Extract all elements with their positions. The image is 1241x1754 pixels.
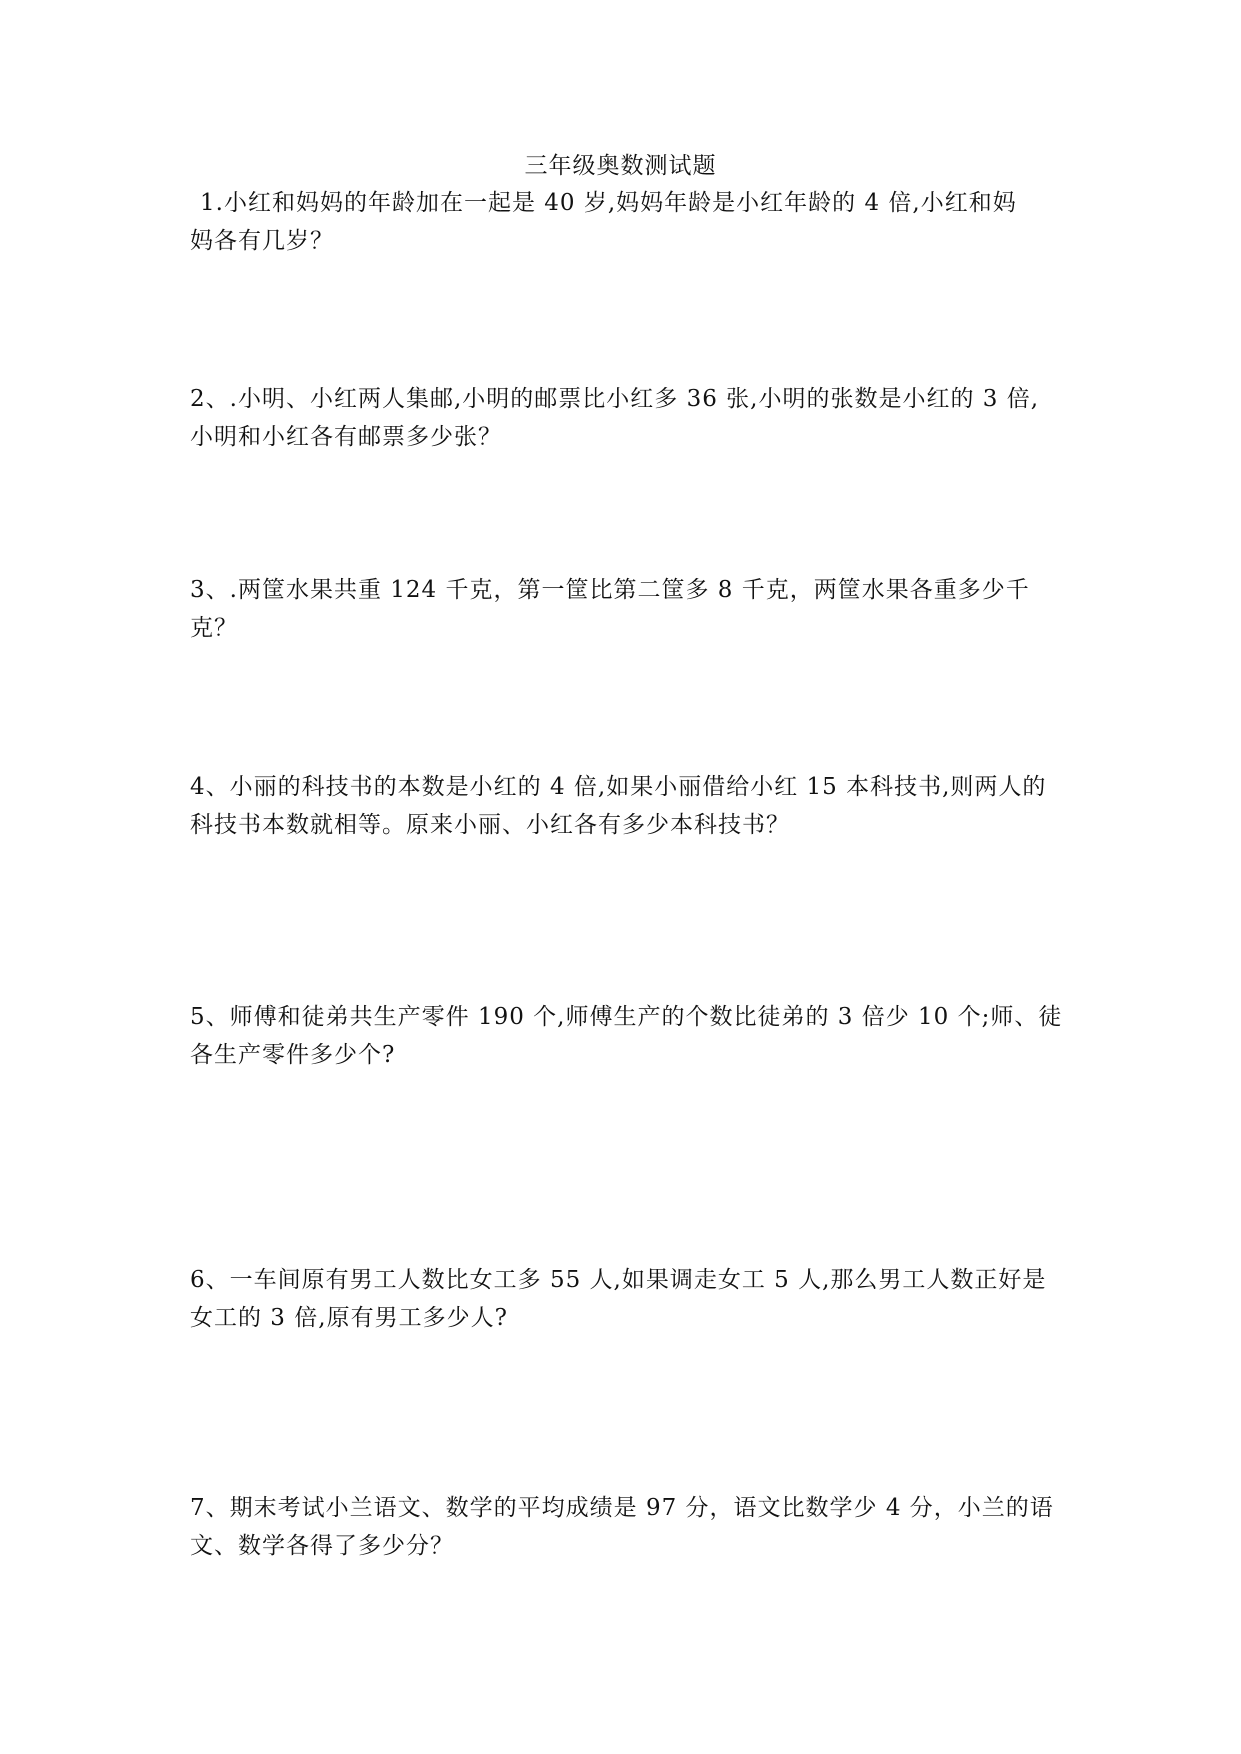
question-7 (190, 1489, 1070, 1565)
question-4-line-2: 科技书本数就相等。原来小丽、小红各有多少本科技书？ (190, 812, 790, 838)
question-5-line-1: 5、师傅和徒弟共生产零件 190 个,师傅生产的个数比徒弟的 3 倍少 10 个;师、徒 (190, 1004, 1063, 1030)
question-7-line-1: 7、期末考试小兰语文、数学的平均成绩是 97 分，语文比数学少 4 分，小兰的语 (190, 1495, 1054, 1521)
question-5 (190, 998, 1070, 1074)
question-4-line-1: 4、小丽的科技书的本数是小红的 4 倍,如果小丽借给小红 15 本科技书,则两人的 (190, 774, 1047, 800)
question-6 (190, 1261, 1070, 1337)
question-1 (190, 184, 1070, 260)
question-2 (190, 380, 1070, 456)
question-4 (190, 768, 1070, 844)
question-3 (190, 571, 1070, 647)
page-title: 三年级奥数测试题 (524, 153, 717, 179)
question-6-line-1: 6、一车间原有男工人数比女工多 55 人,如果调走女工 5 人,那么男工人数正好是 (190, 1267, 1047, 1293)
question-3-line-1: 3、.两筐水果共重 124 千克，第一筐比第二筐多 8 千克，两筐水果各重多少千 (190, 577, 1030, 603)
question-1-line-1: 1.小红和妈妈的年龄加在一起是 40 岁,妈妈年龄是小红年龄的 4 倍,小红和妈 (200, 190, 1017, 216)
question-3-line-2: 克？ (190, 615, 238, 641)
question-5-line-2: 各生产零件多少个? (190, 1042, 396, 1068)
question-6-line-2: 女工的 3 倍,原有男工多少人? (190, 1305, 508, 1331)
question-1-line-2: 妈各有几岁？ (190, 228, 334, 254)
question-2-line-2: 小明和小红各有邮票多少张？ (190, 424, 502, 450)
question-2-line-1: 2、.小明、小红两人集邮,小明的邮票比小红多 36 张,小明的张数是小红的 3 倍, (190, 386, 1040, 412)
question-7-line-2: 文、数学各得了多少分？ (190, 1533, 454, 1559)
